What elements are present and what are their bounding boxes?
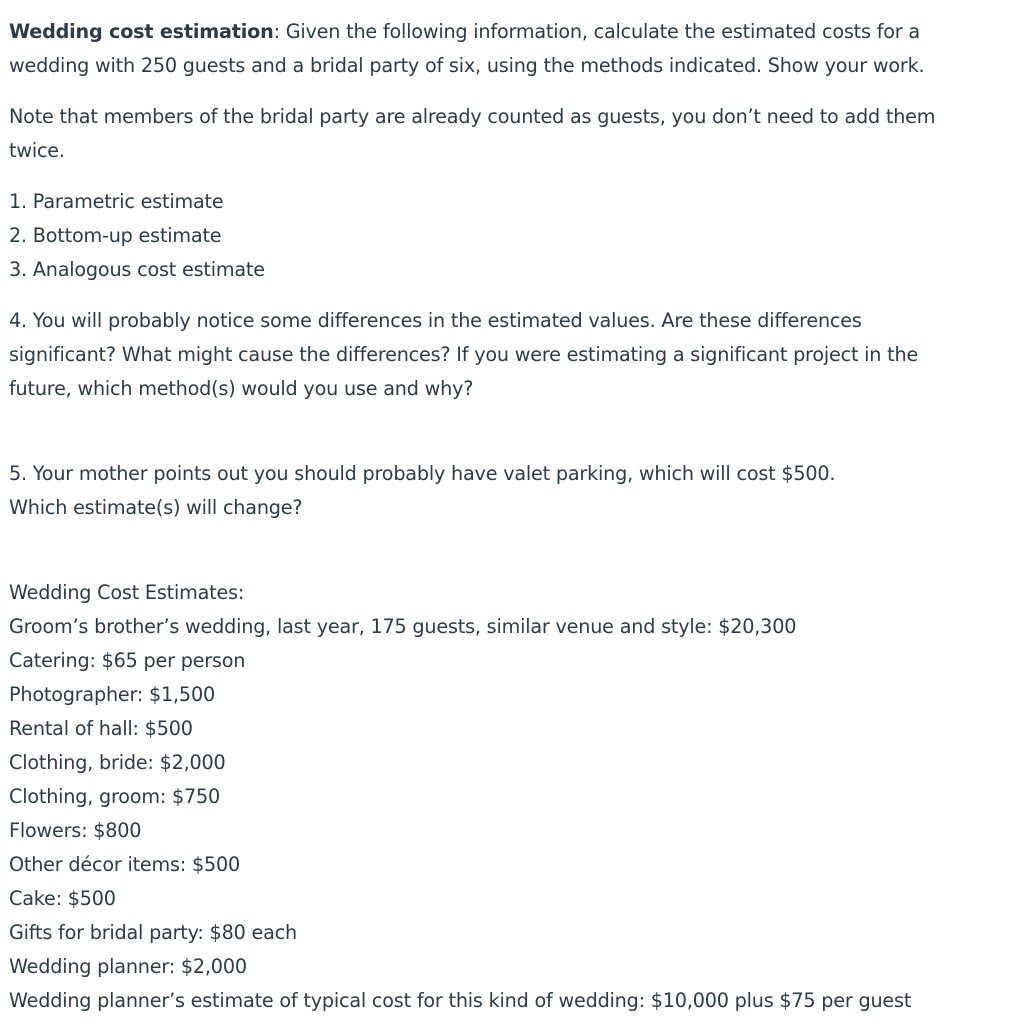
note-line-2: twice. (9, 139, 65, 162)
estimate-item: Catering: $65 per person (9, 649, 246, 672)
estimates-list (9, 576, 1009, 1018)
estimate-item: Gifts for bridal party: $80 each (9, 921, 297, 944)
estimate-item: Clothing, groom: $750 (9, 785, 221, 808)
question-4-line-2: significant? What might cause the differences? If you were estimating a significant project in the (9, 343, 919, 366)
note-line-1: Note that members of the bridal party are already counted as guests, you don’t need to add them (9, 105, 936, 128)
estimate-item: Other décor items: $500 (9, 853, 240, 876)
method-item: 1. Parametric estimate (9, 190, 224, 213)
estimate-item: Flowers: $800 (9, 819, 142, 842)
estimate-item: Rental of hall: $500 (9, 717, 193, 740)
question-5-line-1: 5. Your mother points out you should probably have valet parking, which will cost $500. (9, 462, 836, 485)
question-5 (9, 457, 1009, 525)
method-item: 3. Analogous cost estimate (9, 258, 265, 281)
question-4 (9, 304, 1009, 406)
intro-heading: Wedding cost estimation (9, 20, 274, 43)
method-item: 2. Bottom-up estimate (9, 224, 222, 247)
estimate-item: Groom’s brother’s wedding, last year, 175 guests, similar venue and style: $20,300 (9, 615, 797, 638)
estimate-item: Clothing, bride: $2,000 (9, 751, 226, 774)
question-5-line-2: Which estimate(s) will change? (9, 496, 303, 519)
estimate-item: Wedding planner: $2,000 (9, 955, 247, 978)
estimates-title: Wedding Cost Estimates: (9, 581, 245, 604)
intro-line-2: wedding with 250 guests and a bridal party of six, using the methods indicated. Show your work. (9, 54, 925, 77)
methods-list (9, 185, 1009, 287)
intro-line-1 (9, 15, 1009, 49)
estimate-item: Photographer: $1,500 (9, 683, 215, 706)
question-4-line-1: 4. You will probably notice some differences in the estimated values. Are these differences (9, 309, 862, 332)
estimate-item: Cake: $500 (9, 887, 116, 910)
intro-heading-suffix: : Given the following information, calculate the estimated costs for a (273, 20, 920, 43)
note-paragraph (9, 100, 1009, 168)
intro-paragraph (9, 15, 1009, 83)
estimate-item: Wedding planner’s estimate of typical cost for this kind of wedding: $10,000 plus $75 per guest (9, 989, 912, 1012)
question-4-line-3: future, which method(s) would you use and why? (9, 377, 474, 400)
